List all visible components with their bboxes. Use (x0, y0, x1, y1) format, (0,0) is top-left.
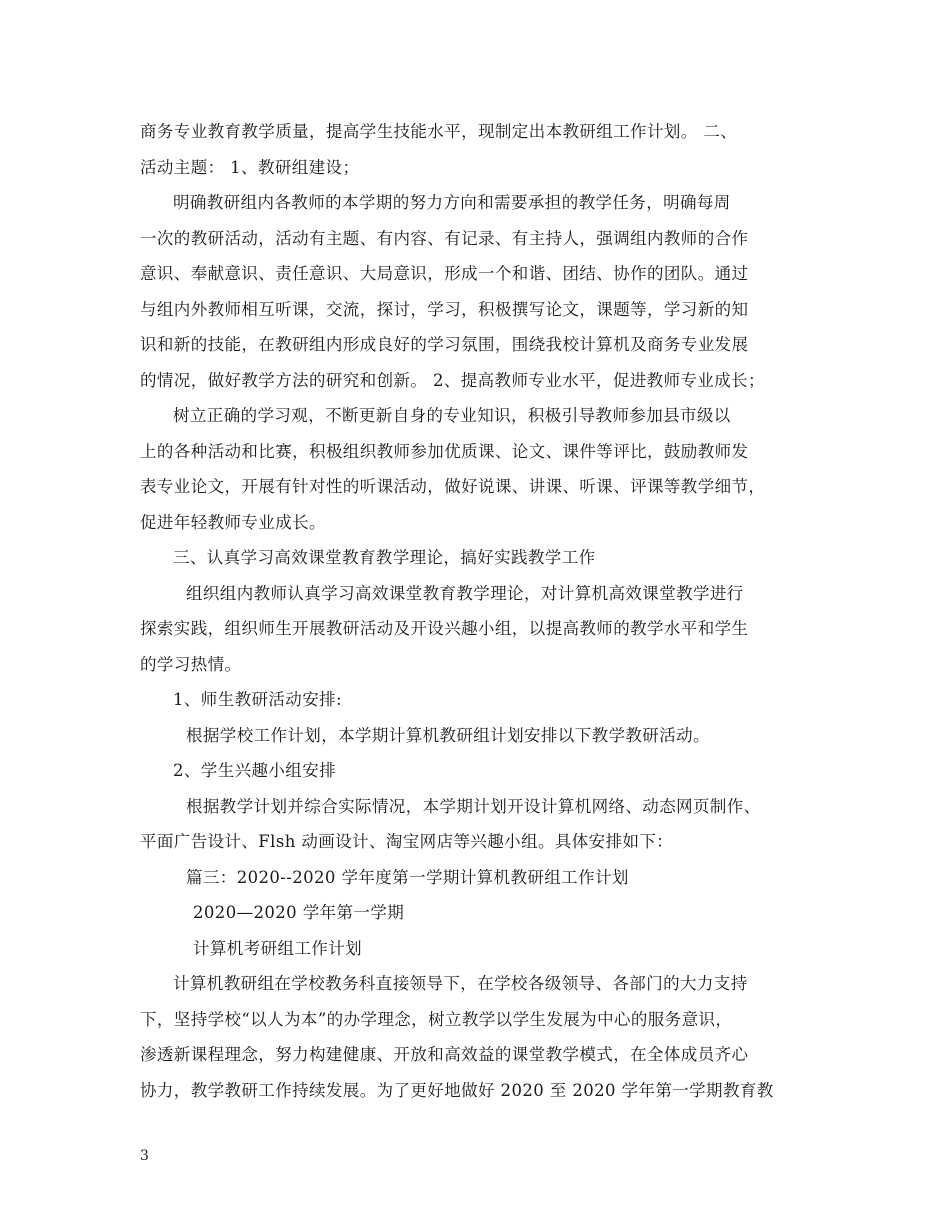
text-line-5: 意识、奉献意识、责任意识、大局意识，形成一个和谐、团结、协作的团队。通过 (140, 264, 749, 283)
text-line-19: 2、学生兴趣小组安排 (173, 761, 336, 780)
text-line-26: 下，坚持学校“以人为本”的办学理念，树立教学以学生发展为中心的服务意识， (140, 1010, 733, 1029)
text-line-6: 与组内外教师相互听课，交流，探讨，学习，积极撰写论文，课题等，学习新的知 (140, 300, 749, 319)
text-line-2: 活动主题： 1、教研组建设； (140, 158, 360, 177)
text-line-21: 平面广告设计、Flsh 动画设计、淘宝网店等兴趣小组。具体安排如下： (140, 832, 674, 851)
text-line-27: 渗透新课程理念，努力构建健康、开放和高效益的课堂教学模式，在全体成员齐心 (140, 1045, 749, 1064)
text-line-22: 篇三：2020--2020 学年度第一学期计算机教研组工作计划 (186, 868, 629, 887)
text-line-16: 的学习热情。 (140, 655, 242, 674)
text-line-28: 协力，教学教研工作持续发展。为了更好地做好 2020 至 2020 学年第一学期教育教 (140, 1081, 774, 1100)
text-line-3: 明确教研组内各教师的本学期的努力方向和需要承担的教学任务，明确每周 (173, 193, 731, 212)
text-line-24: 计算机考研组工作计划 (193, 939, 362, 958)
text-line-20: 根据教学计划并综合实际情况，本学期计划开设计算机网络、动态网页制作、 (186, 797, 761, 816)
page-number: 3 (140, 1148, 149, 1164)
text-line-8: 的情况，做好教学方法的研究和创新。 2、提高教师专业水平，促进教师专业成长； (140, 371, 765, 390)
text-line-14: 组织组内教师认真学习高效课堂教育教学理论，对计算机高效课堂教学进行 (186, 584, 744, 603)
text-line-1: 商务专业教育教学质量，提高学生技能水平，现制定出本教研组工作计划。 二、 (140, 122, 738, 141)
text-line-12: 促进年轻教师专业成长。 (140, 513, 326, 532)
text-line-10: 上的各种活动和比赛，积极组织教师参加优质课、论文、课件等评比，鼓励教师发 (140, 442, 749, 461)
text-line-23: 2020—2020 学年第一学期 (193, 903, 405, 922)
text-line-11: 表专业论文，开展有针对性的听课活动，做好说课、讲课、听课、评课等教学细节， (140, 477, 766, 496)
text-line-17: 1、师生教研活动安排: (173, 690, 342, 709)
text-line-4: 一次的教研活动，活动有主题、有内容、有记录、有主持人，强调组内教师的合作 (140, 229, 749, 248)
text-line-15: 探索实践，组织师生开展教研活动及开设兴趣小组，以提高教师的教学水平和学生 (140, 619, 749, 638)
text-line-9: 树立正确的学习观，不断更新自身的专业知识，积极引导教师参加县市级以 (173, 406, 731, 425)
text-line-13: 三、认真学习高效课堂教育教学理论，搞好实践教学工作 (173, 548, 596, 567)
text-line-25: 计算机教研组在学校教务科直接领导下，在学校各级领导、各部门的大力支持 (173, 974, 748, 993)
text-line-18: 根据学校工作计划，本学期计算机教研组计划安排以下教学教研活动。 (186, 726, 710, 745)
text-line-7: 识和新的技能，在教研组内形成良好的学习氛围，围绕我校计算机及商务专业发展 (140, 335, 749, 354)
